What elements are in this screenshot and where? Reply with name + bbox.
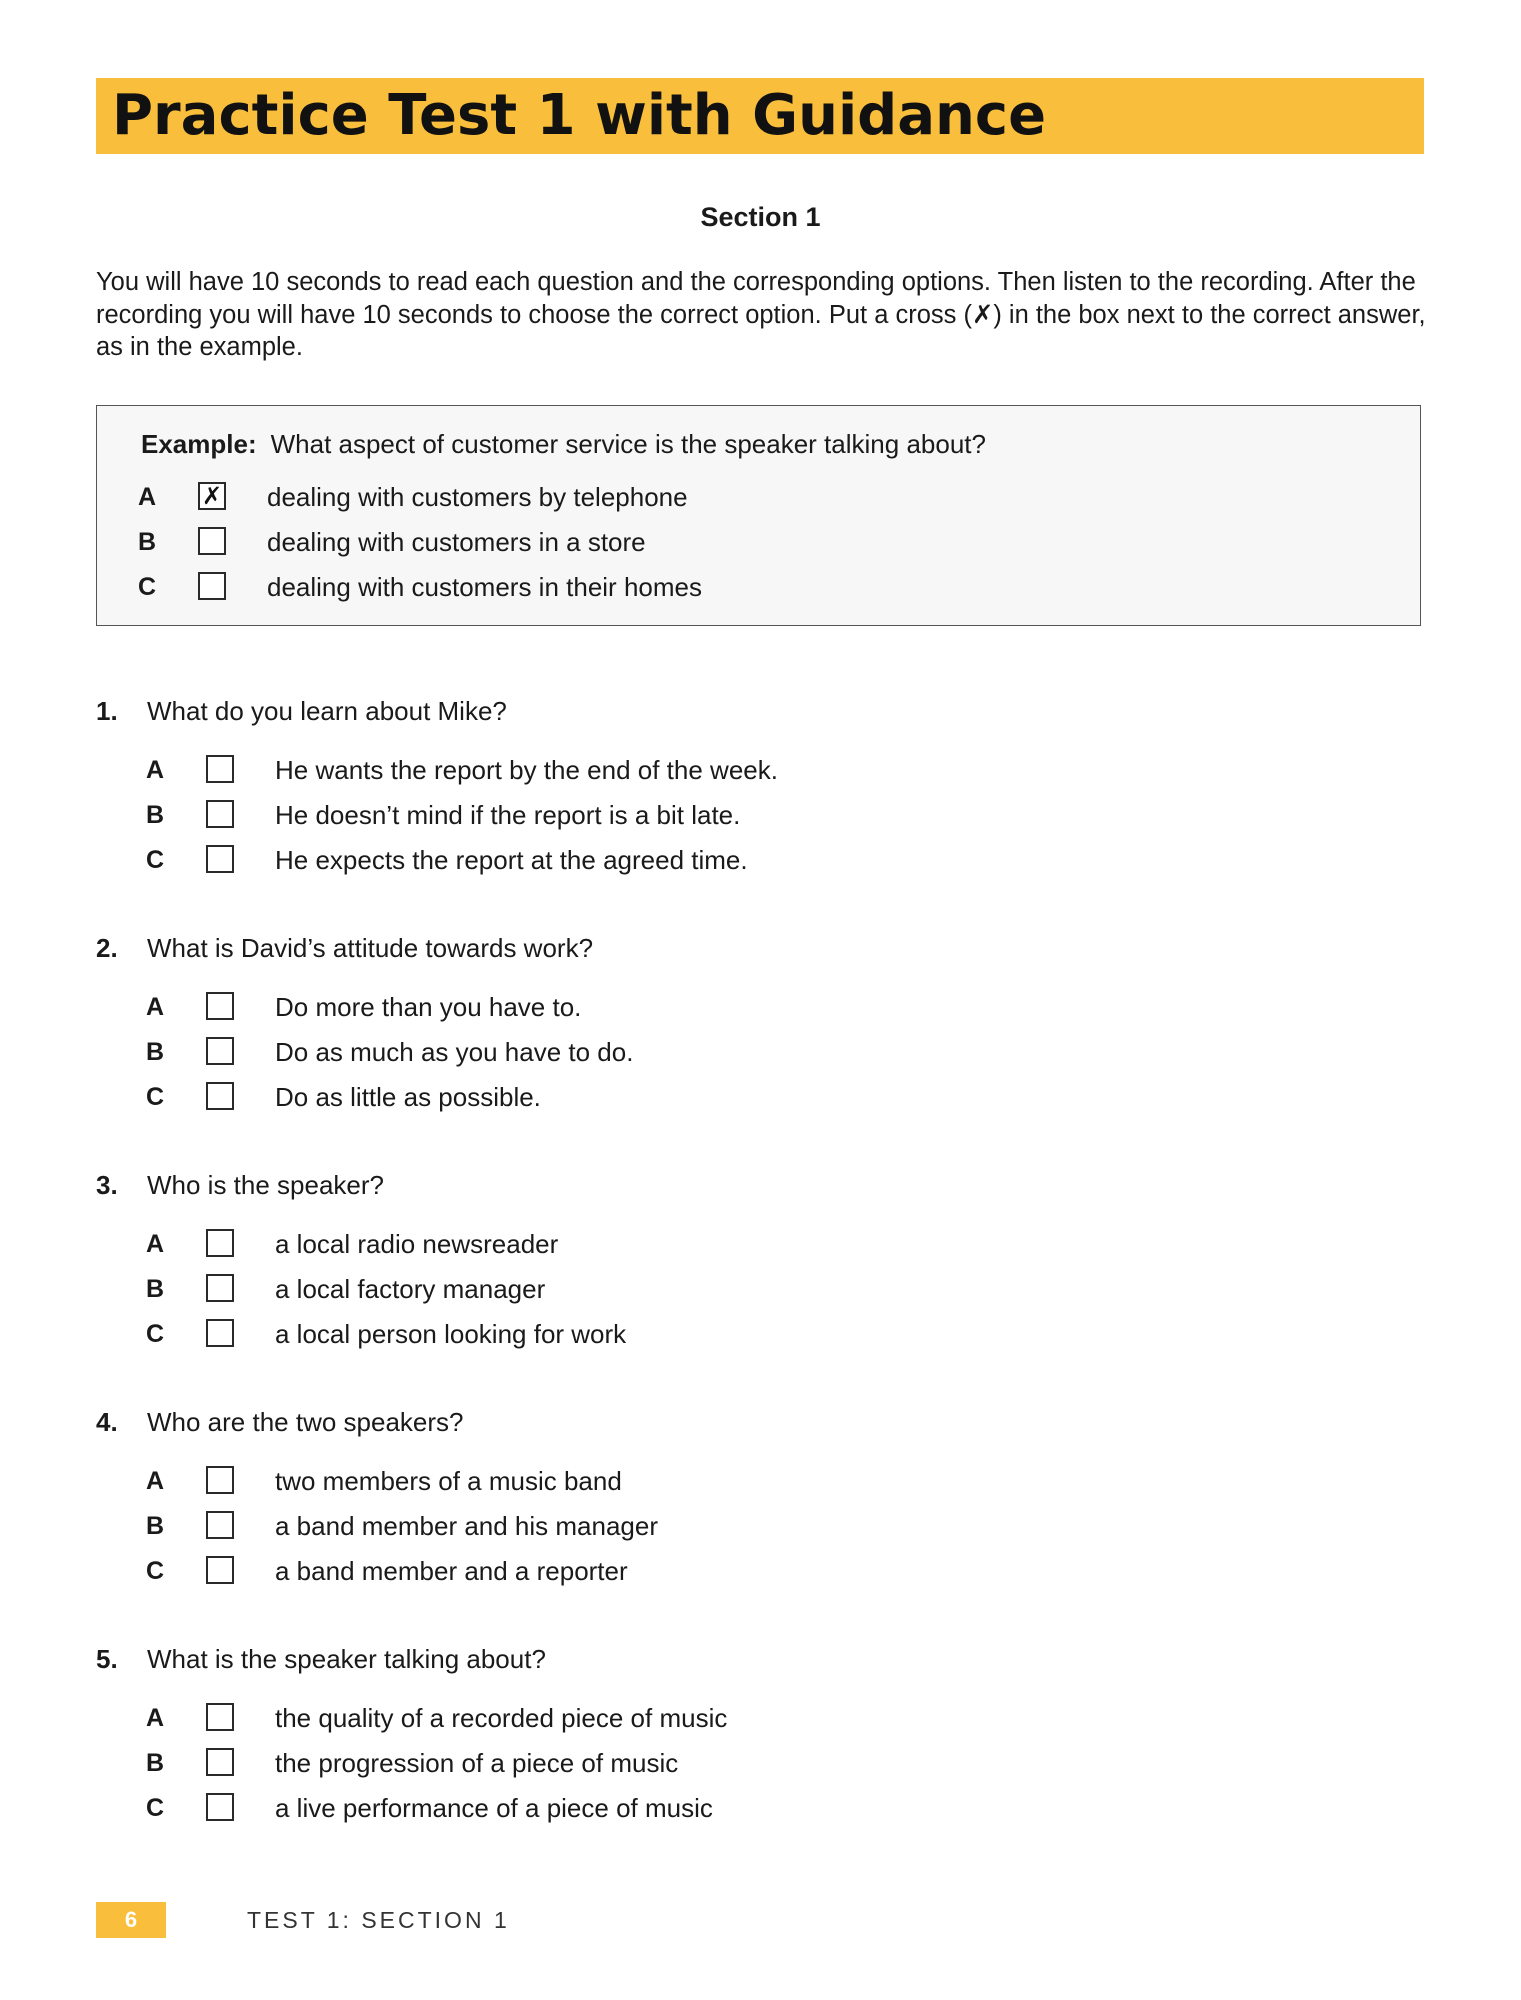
option-text: a local person looking for work	[275, 1319, 627, 1349]
option-text: dealing with customers in their homes	[267, 572, 702, 602]
example-question	[141, 427, 986, 461]
instructions: You will have 10 seconds to read each question and the corresponding options. Then listen to the recording. After the recording you will have 10 seconds to choose the correct option. Put a cross (✗) in the box next to the correct answer, as in the example.	[96, 268, 1426, 361]
option-text: He doesn’t mind if the report is a bit late.	[275, 800, 741, 830]
option-text: He wants the report by the end of the week.	[275, 755, 778, 785]
question-text: What do you learn about Mike?	[147, 696, 507, 726]
option-text: Do as much as you have to do.	[275, 1037, 634, 1067]
example-box	[96, 405, 1421, 626]
option-letter: C	[146, 846, 165, 874]
option-c	[96, 1080, 996, 1114]
option-text: the progression of a piece of music	[275, 1748, 679, 1778]
option-text: He expects the report at the agreed time.	[275, 845, 748, 875]
option-b	[96, 1272, 996, 1306]
example-option-c	[88, 570, 988, 604]
title-banner	[96, 78, 1424, 154]
question-header	[96, 1405, 464, 1439]
option-c	[96, 1554, 996, 1588]
option-b	[96, 1035, 996, 1069]
answer-checkbox[interactable]	[206, 1511, 234, 1539]
option-a	[96, 1464, 996, 1498]
option-text: dealing with customers by telephone	[267, 482, 688, 512]
section-heading	[0, 200, 1521, 234]
option-letter: B	[146, 1749, 165, 1777]
option-c	[96, 1791, 996, 1825]
running-footer: TEST 1: SECTION 1	[247, 1907, 510, 1933]
option-c	[96, 1317, 996, 1351]
option-text: a local factory manager	[275, 1274, 546, 1304]
question-number: 3.	[96, 1170, 118, 1200]
question-number: 2.	[96, 933, 118, 963]
example-option-a	[88, 480, 988, 514]
question-text: What is David’s attitude towards work?	[147, 933, 594, 963]
answer-checkbox[interactable]: ✗	[198, 482, 226, 510]
example-question-text: What aspect of customer service is the speaker talking about?	[270, 429, 986, 459]
answer-checkbox[interactable]	[206, 1037, 234, 1065]
option-text: a band member and a reporter	[275, 1556, 628, 1586]
answer-checkbox[interactable]	[198, 572, 226, 600]
option-a	[96, 990, 996, 1024]
question-header	[96, 1168, 384, 1202]
option-letter: C	[138, 573, 157, 601]
page-number: 6	[96, 1902, 166, 1938]
question-text: Who are the two speakers?	[147, 1407, 464, 1437]
question-header	[96, 694, 507, 728]
option-letter: C	[146, 1083, 165, 1111]
answer-checkbox[interactable]	[198, 527, 226, 555]
question-text: Who is the speaker?	[147, 1170, 385, 1200]
answer-checkbox[interactable]	[206, 845, 234, 873]
question-header	[96, 931, 593, 965]
answer-checkbox[interactable]	[206, 1748, 234, 1776]
option-b	[96, 1509, 996, 1543]
option-a	[96, 1227, 996, 1261]
option-a	[96, 753, 996, 787]
answer-checkbox[interactable]	[206, 1274, 234, 1302]
option-text: Do as little as possible.	[275, 1082, 541, 1112]
option-text: a local radio newsreader	[275, 1229, 559, 1259]
example-label: Example:	[141, 429, 257, 459]
option-b	[96, 798, 996, 832]
option-letter: A	[146, 1230, 165, 1258]
question-number: 4.	[96, 1407, 118, 1437]
option-letter: A	[146, 1467, 165, 1495]
option-letter: B	[138, 528, 157, 556]
example-option-b	[88, 525, 988, 559]
option-text: dealing with customers in a store	[267, 527, 646, 557]
option-letter: A	[146, 756, 165, 784]
answer-checkbox[interactable]	[206, 800, 234, 828]
answer-checkbox[interactable]	[206, 1229, 234, 1257]
answer-checkbox[interactable]	[206, 1703, 234, 1731]
section-heading-text: Section 1	[700, 202, 821, 232]
option-letter: A	[146, 993, 165, 1021]
option-text: a live performance of a piece of music	[275, 1793, 713, 1823]
answer-checkbox[interactable]	[206, 755, 234, 783]
question-number: 1.	[96, 696, 118, 726]
answer-checkbox[interactable]	[206, 1082, 234, 1110]
option-text: a band member and his manager	[275, 1511, 659, 1541]
answer-checkbox[interactable]	[206, 1556, 234, 1584]
option-letter: B	[146, 801, 165, 829]
option-c	[96, 843, 996, 877]
question-header	[96, 1642, 546, 1676]
option-letter: A	[146, 1704, 165, 1732]
option-letter: C	[146, 1320, 165, 1348]
option-text: Do more than you have to.	[275, 992, 582, 1022]
option-letter: A	[138, 483, 157, 511]
answer-checkbox[interactable]	[206, 1319, 234, 1347]
option-text: the quality of a recorded piece of music	[275, 1703, 728, 1733]
option-letter: B	[146, 1512, 165, 1540]
option-letter: C	[146, 1794, 165, 1822]
option-letter: B	[146, 1275, 165, 1303]
option-a	[96, 1701, 996, 1735]
option-text: two members of a music band	[275, 1466, 622, 1496]
answer-checkbox[interactable]	[206, 1466, 234, 1494]
answer-checkbox[interactable]	[206, 1793, 234, 1821]
option-letter: C	[146, 1557, 165, 1585]
answer-checkbox[interactable]	[206, 992, 234, 1020]
question-text: What is the speaker talking about?	[147, 1644, 546, 1674]
option-letter: B	[146, 1038, 165, 1066]
question-number: 5.	[96, 1644, 118, 1674]
page-title: Practice Test 1 with Guidance	[112, 83, 1047, 148]
option-b	[96, 1746, 996, 1780]
